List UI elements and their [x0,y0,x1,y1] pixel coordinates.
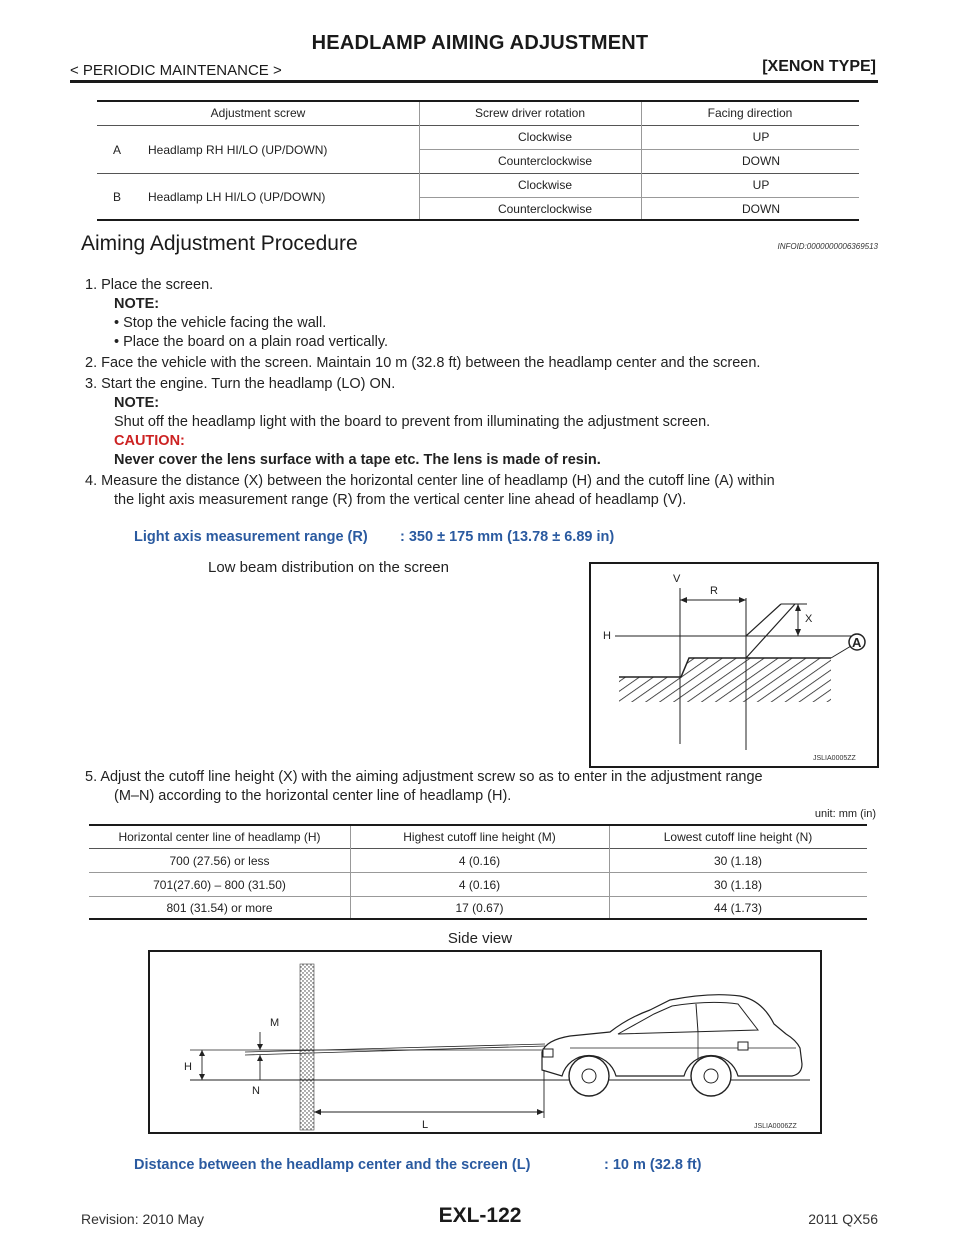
cutoff-row-1-h: 700 (27.56) or less [169,854,270,868]
step-3-note-label: NOTE: [114,395,160,411]
screw-table-header-rotation: Screw driver rotation [474,106,586,120]
spec-l-value: : 10 m (32.8 ft) [604,1157,702,1173]
cutoff-header-h: Horizontal center line of headlamp (H) [118,830,321,844]
step-5-line-1: 5. Adjust the cutoff line height (X) with the aiming adjustment screw so as to enter in the adjustment range [85,769,763,785]
spec-l-label: Distance between the headlamp center and the screen (L) [134,1157,531,1173]
cutoff-table-header-rule [89,848,867,849]
label-h-side: H [184,1061,192,1073]
screw-row-a-rot2: Counterclockwise [497,154,593,168]
r-arrow-left [680,597,687,603]
cutoff-row-2-m: 4 (0.16) [458,878,501,892]
cutoff-rise-upper [746,604,781,636]
label-x: X [805,613,813,625]
figure1-code: JSLIA0005ZZ [813,755,856,762]
figure2-code: JSLIA0006ZZ [754,1123,797,1130]
screw-table-row-rule [97,173,859,174]
footer-page-number: EXL-122 [438,1204,522,1227]
screen-wall [300,964,314,1130]
step-5-line-2: (M–N) according to the horizontal center line of headlamp (H). [114,788,512,804]
cutoff-row-3-m: 17 (0.67) [455,901,504,915]
screw-row-b-rot1: Clockwise [517,178,572,192]
step-4-line-2: the light axis measurement range (R) from the vertical center line ahead of headlamp (V). [114,492,687,508]
h-arrow-top [199,1050,205,1056]
step-1-bullet-2: • Place the board on a plain road vertically. [114,334,389,350]
cutoff-row-3-h: 801 (31.54) or more [166,901,273,915]
r-arrow-right [739,597,746,603]
car-front-hub [582,1069,596,1083]
step-1: 1. Place the screen. [85,277,214,293]
label-l: L [422,1119,429,1131]
footer-revision: Revision: 2010 May [81,1211,204,1227]
label-m: M [270,1017,280,1029]
cutoff-header-m: Highest cutoff line height (M) [403,830,556,844]
l-arrow-right [537,1109,544,1115]
screw-row-a-id: A [113,143,122,157]
label-n: N [252,1085,260,1097]
page-title: HEADLAMP AIMING ADJUSTMENT [311,32,649,54]
footer-model: 2011 QX56 [808,1211,878,1227]
step-3-note: Shut off the headlamp light with the board to prevent from illuminating the adjustment screen. [114,414,711,430]
spec-r-label: Light axis measurement range (R) [134,529,368,545]
screw-row-b-rot2: Counterclockwise [497,202,593,216]
step-1-note-label: NOTE: [114,296,160,312]
screw-row-b-id: B [113,190,122,204]
car-rear-hub [704,1069,718,1083]
low-beam-figure [589,562,879,768]
step-3: 3. Start the engine. Turn the headlamp (LO) ON. [85,376,396,392]
cutoff-row-3-n: 44 (1.73) [713,901,763,915]
low-beam-caption: Low beam distribution on the screen [208,559,449,576]
cutoff-table-row-rule-1 [89,872,867,873]
cutoff-row-1-n: 30 (1.18) [713,854,763,868]
cutoff-table-bottom-rule [89,918,867,920]
cutoff-table-top-rule [89,824,867,826]
cutoff-header-n: Lowest cutoff line height (N) [663,830,813,844]
spec-r-value: : 350 ± 175 mm (13.78 ± 6.89 in) [400,529,615,545]
step-1-bullet-1: • Stop the vehicle facing the wall. [114,315,327,331]
screw-table-header-direction: Facing direction [707,106,793,120]
screw-row-a-dir2: DOWN [742,154,780,168]
cutoff-hatch [619,658,831,702]
step-2: 2. Face the vehicle with the screen. Maintain 10 m (32.8 ft) between the headlamp center and the screen. [85,355,761,371]
variant-label: [XENON TYPE] [762,58,876,75]
label-r: R [710,585,718,597]
label-v: V [673,573,681,585]
screw-table-bottom-rule [97,219,859,221]
n-arrow-head [257,1055,263,1061]
unit-label: unit: mm (in) [814,808,876,820]
info-id: INFOID:0000000006369513 [777,242,878,251]
x-arrow-top [795,604,801,611]
screw-row-b-name: Headlamp LH HI/LO (UP/DOWN) [148,190,326,204]
screw-table-header-rule [97,125,859,126]
screw-table-subrow-rule-1 [419,149,859,150]
step-4-line-1: 4. Measure the distance (X) between the horizontal center line of headlamp (H) and the cutoff line (A) within [85,473,775,489]
screw-row-a-rot1: Clockwise [517,130,572,144]
cutoff-table-row-rule-2 [89,896,867,897]
side-view-caption: Side view [447,930,513,947]
car-headlamp [543,1049,553,1057]
side-view-figure [148,950,822,1134]
m-arrow-head [257,1044,263,1050]
cutoff-row-1-m: 4 (0.16) [458,854,501,868]
screw-table-top-rule [97,100,859,102]
cutoff-row-2-n: 30 (1.18) [713,878,763,892]
screw-row-a-name: Headlamp RH HI/LO (UP/DOWN) [148,143,328,157]
screw-table-subrow-rule-2 [419,197,859,198]
cutoff-rise [746,604,795,658]
screw-table-header-screw: Adjustment screw [210,106,306,120]
caution-text: Never cover the lens surface with a tape etc. The lens is made of resin. [114,452,601,468]
cutoff-row-2-h: 701(27.60) – 800 (31.50) [153,878,286,892]
caution-label: CAUTION: [114,433,185,449]
screw-row-a-dir1: UP [752,130,770,144]
a-leader [831,646,851,658]
label-h: H [603,630,611,642]
header-rule [70,80,878,83]
low-beam-diagram [591,564,877,766]
side-view-diagram [150,952,820,1132]
screw-row-b-dir2: DOWN [742,202,780,216]
screw-row-b-dir1: UP [752,178,770,192]
l-arrow-left [314,1109,321,1115]
label-a: A [852,635,862,650]
x-arrow-bottom [795,629,801,636]
procedure-heading: Aiming Adjustment Procedure [81,232,358,255]
section-label: < PERIODIC MAINTENANCE > [70,62,282,79]
h-arrow-bottom [199,1074,205,1080]
car-taillamp [738,1042,748,1050]
